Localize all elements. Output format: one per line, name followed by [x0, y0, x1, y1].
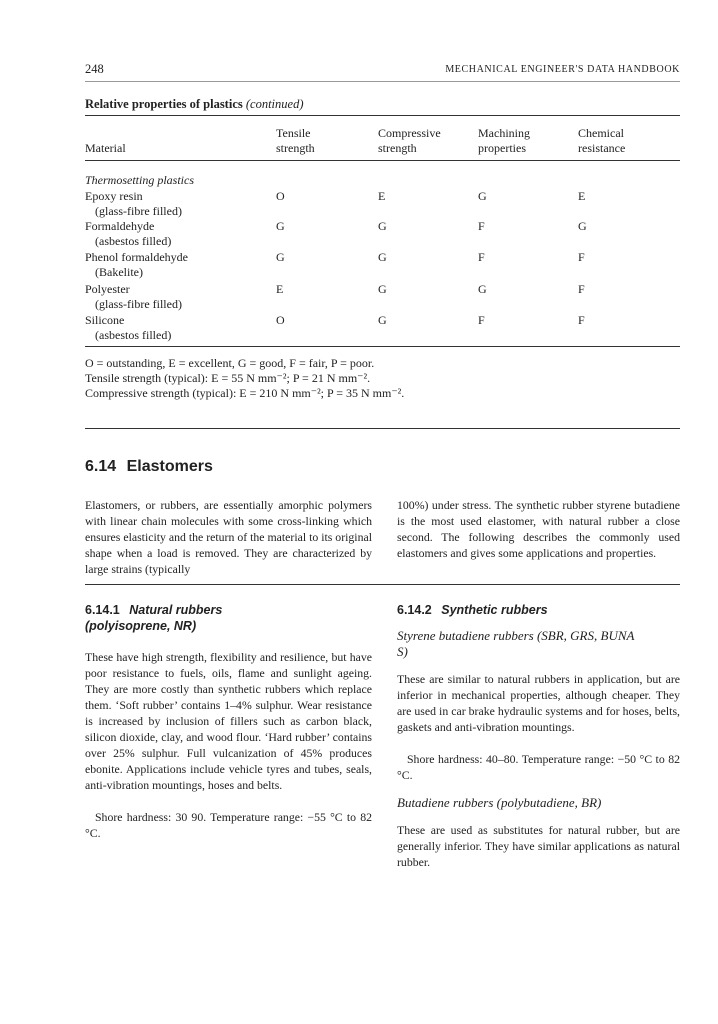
natural-body: These have high strength, flexibility and resilience, but have poor resistance to fuels, oils, flame and sunlight ageing. They are more costly than synthetic rubbers which replace them. ‘Soft rubber’ contains 1–4% sulphur. Wear resistance is increased by inclusion of fillers such as carbon black, silicon dioxide, clay, and wood flour. ‘Hard rubber’ contains over 25% sulphur. Full vulcanization of 45% produces ebonite. Applications include vehicle tyres and tubes, seals, anti-vibration mountings, hoses and belts. — [85, 650, 372, 792]
table-row-material — [85, 282, 182, 312]
sbr-heading: Styrene butadiene rubbers (SBR, GRS, BUNA S) — [397, 628, 635, 659]
material-sub: (asbestos filled) — [95, 328, 172, 342]
cell-tensile: O — [276, 313, 285, 327]
material-name: Phenol formaldehyde — [85, 250, 188, 264]
natural-title-sub: (polyisoprene, NR) — [85, 619, 197, 633]
intro-right-paragraph: 100%) under stress. The synthetic rubber styrene butadiene is the most used elastomer, with natural rubber a close second. The following describes the commonly used elastomers and gives some applications and properties. — [397, 498, 680, 560]
table-bottom-rule — [85, 346, 680, 347]
cell-tensile: G — [276, 250, 285, 264]
natural-number: 6.14.1 — [85, 603, 120, 617]
cell-chemical: F — [578, 313, 585, 327]
br-body: These are used as substitutes for natural rubber, but are generally inferior. They have similar applications as natural rubber. — [397, 823, 680, 869]
table-header-rule — [85, 160, 680, 161]
cell-chemical: F — [578, 282, 585, 296]
cell-tensile: G — [276, 219, 285, 233]
synthetic-number: 6.14.2 — [397, 603, 432, 617]
table-title — [85, 97, 303, 112]
running-title: MECHANICAL ENGINEER'S DATA HANDBOOK — [445, 64, 680, 75]
table-note-tensile: Tensile strength (typical): E = 55 N mm⁻²; P = 21 N mm⁻². — [85, 371, 371, 385]
synthetic-title: Synthetic rubbers — [441, 603, 548, 617]
material-sub: (glass-fibre filled) — [95, 204, 182, 218]
cell-machining: F — [478, 219, 485, 233]
col-header-compressive-line2: strength — [378, 141, 417, 155]
col-header-machining-line1: Machining — [478, 126, 530, 140]
cell-chemical: F — [578, 250, 585, 264]
material-sub: (asbestos filled) — [95, 234, 172, 248]
cell-machining: F — [478, 250, 485, 264]
group-label: Thermosetting plastics — [85, 173, 195, 187]
section-number: 6.14 — [85, 458, 117, 475]
table-title-text: Relative properties of plastics — [85, 97, 243, 111]
material-sub: (Bakelite) — [95, 265, 143, 279]
col-header-machining — [478, 126, 530, 156]
cell-chemical: G — [578, 219, 587, 233]
col-header-compressive — [378, 126, 441, 156]
table-title-suffix: (continued) — [245, 97, 304, 111]
header-divider — [85, 81, 680, 82]
cell-compressive: G — [378, 250, 387, 264]
col-header-machining-line2: properties — [478, 141, 526, 155]
material-name: Silicone — [85, 313, 125, 327]
section-title: Elastomers — [126, 458, 213, 475]
table-row-material — [85, 250, 188, 280]
material-name: Formaldehyde — [85, 219, 155, 233]
cell-compressive: E — [378, 189, 386, 203]
table-top-rule — [85, 115, 680, 116]
table-row-material — [85, 313, 171, 343]
natural-title: Natural rubbers — [129, 603, 223, 617]
col-header-compressive-line1: Compressive — [378, 126, 441, 140]
col-header-tensile-line1: Tensile — [276, 126, 311, 140]
table-note-legend: O = outstanding, E = excellent, G = good, F = fair, P = poor. — [85, 356, 375, 370]
col-header-tensile — [276, 126, 315, 156]
natural-shore: Shore hardness: 30 90. Temperature range: −55 °C to 82 °C. — [85, 810, 372, 840]
material-name: Epoxy resin — [85, 189, 143, 203]
synthetic-rubbers-heading — [397, 602, 680, 618]
material-name: Polyester — [85, 282, 130, 296]
table-note-compressive: Compressive strength (typical): E = 210 N mm⁻²; P = 35 N mm⁻². — [85, 386, 405, 400]
natural-rubbers-heading — [85, 602, 372, 634]
col-header-chemical-line1: Chemical — [578, 126, 624, 140]
cell-compressive: G — [378, 219, 387, 233]
br-heading: Butadiene rubbers (polybutadiene, BR) — [397, 795, 602, 810]
cell-compressive: G — [378, 282, 387, 296]
section-heading — [85, 458, 213, 476]
col-header-chemical — [578, 126, 625, 156]
table-row-material — [85, 219, 171, 249]
section-divider — [85, 428, 680, 429]
cell-machining: F — [478, 313, 485, 327]
col-header-tensile-line2: strength — [276, 141, 315, 155]
col-header-material: Material — [85, 141, 126, 155]
cell-tensile: E — [276, 282, 284, 296]
page-number: 248 — [85, 62, 104, 76]
col-header-chemical-line2: resistance — [578, 141, 626, 155]
intro-left-paragraph: Elastomers, or rubbers, are essentially amorphic polymers with linear chain molecules with some cross-linking which ensures elasticity and the return of the material to its original shape when a load is removed. They are characterized by large strains (typically — [85, 498, 372, 576]
table-row-material — [85, 189, 182, 219]
material-sub: (glass-fibre filled) — [95, 297, 182, 311]
sbr-body: These are similar to natural rubbers in application, but are inferior in mechanical properties, although cheaper. They are used in car brake hydraulic systems and for hoses, belts, gaskets and anti-vibration mountings. — [397, 672, 680, 734]
cell-chemical: E — [578, 189, 586, 203]
cell-compressive: G — [378, 313, 387, 327]
sbr-shore: Shore hardness: 40–80. Temperature range: −50 °C to 82 °C. — [397, 752, 680, 782]
cell-machining: G — [478, 282, 487, 296]
cell-tensile: O — [276, 189, 285, 203]
cell-machining: G — [478, 189, 487, 203]
subsection-divider — [85, 584, 680, 585]
